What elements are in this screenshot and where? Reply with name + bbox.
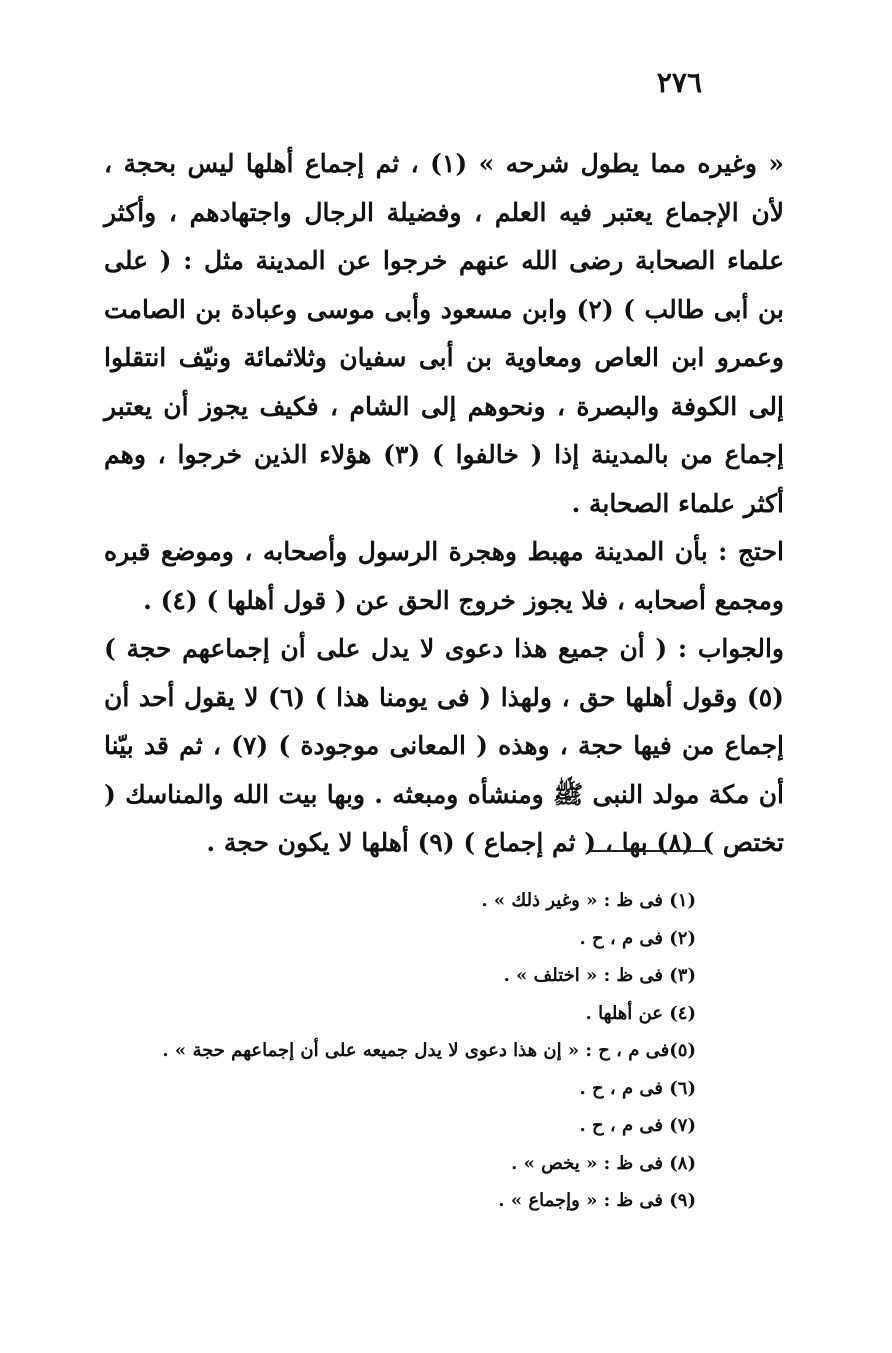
footnote-divider [588,850,706,852]
footnote-4: (٤) عن أهلها . [585,1002,696,1024]
footnote-7: (٧) فى م ، ح . [579,1115,696,1136]
footnote-1: (١) فى ظ : « وغير ذلك » . [481,890,696,911]
paragraph-1: « وغيره مما يطول شرحه » (١) ، ثم إجماع أهلها ليس بحجة ، لأن الإجماع يعتبر فيه العلم ، وفضيلة الرجال واجتهادهم ، وأكثر علماء الصحابة رضى الله عنهم خرجوا عن المدينة مثل : ( على بن أبى طالب ) (٢) وابن مسعود وأبى موسى وعبادة بن الصامت وعمرو ابن العاص ومعاوية بن أبى سفيان وثلاثمائة ونيّف انتقلوا إلى الكوفة والبصرة ، ونحوهم إلى الشام ، فكيف يجوز أن يعتبر إجماع من بالمدينة إذا ( خالفوا ) (٣) هؤلاء الذين خرجوا ، وهم أكثر علماء الصحابة . [104,149,784,518]
paragraph-2: احتج : بأن المدينة مهبط وهجرة الرسول وأصحابه ، وموضع قبره ومجمع أصحابه ، فلا يجوز خروج الحق عن ( قول أهلها ) (٤) . [104,537,784,615]
footnote-3: (٣) فى ظ : « اختلف » . [503,965,696,986]
footnote-9: (٩) فى ظ : « وإجماع » . [498,1190,696,1211]
main-text [104,140,784,868]
page-number: ٢٧٦ [656,66,702,99]
footnote-5: (٥)فى م ، ح : « إن هذا دعوى لا يدل جميعه على أن إجماعهم حجة » . [162,1040,696,1061]
footnotes [106,882,696,1220]
footnote-8: (٨) فى ظ : « يخص » . [511,1152,696,1174]
paragraph-3: والجواب : ( أن جميع هذا دعوى لا يدل على أن إجماعهم حجة ) (٥) وقول أهلها حق ، ولهذا ( فى يومنا هذا ) (٦) لا يقول أحد أن إجماع من فيها حجة ، وهذه ( المعانى موجودة ) (٧) ، ثم قد بيّنا أن مكة مولد النبى ﷺ ومنشأه ومبعثه . وبها بيت الله والمناسك ( تختص ) (٨) بها ، ( ثم إجماع ) (٩) أهلها لا يكون حجة . [104,634,784,857]
footnote-2: (٢) فى م ، ح . [579,927,696,949]
footnote-6: (٦) فى م ، ح . [579,1077,696,1099]
